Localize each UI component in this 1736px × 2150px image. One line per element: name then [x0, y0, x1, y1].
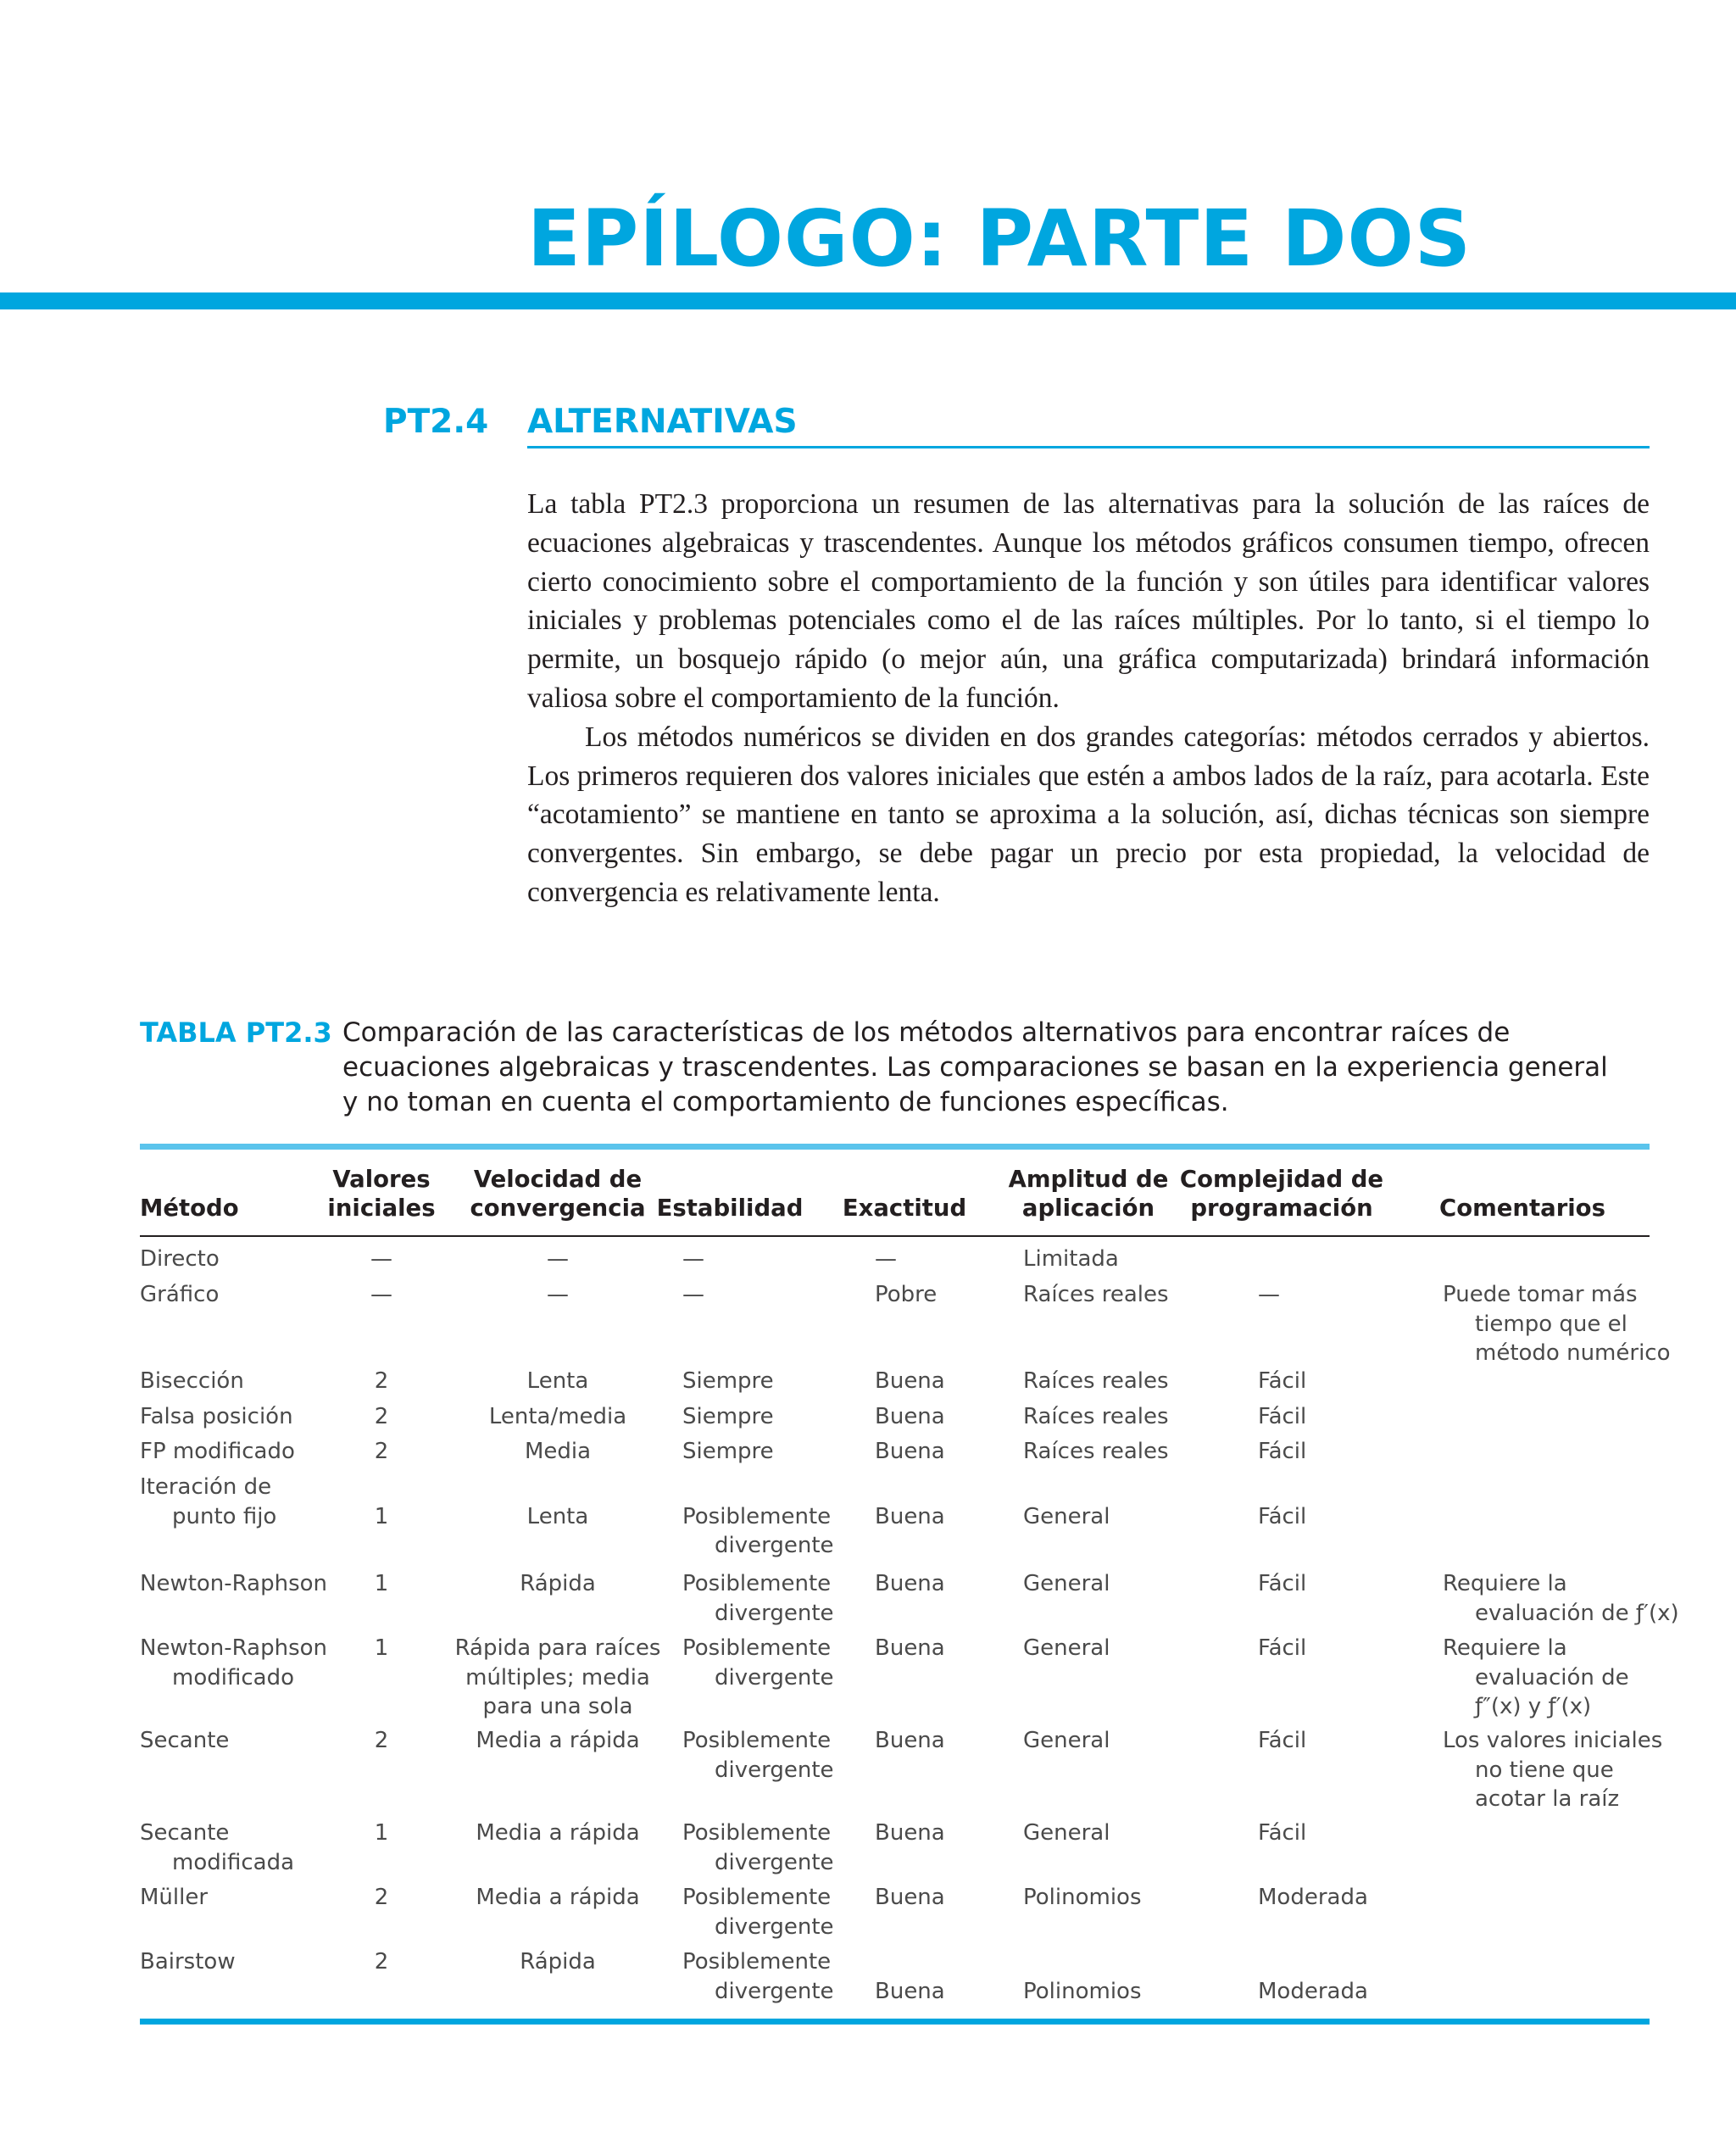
table-cell-valores: —: [370, 1246, 392, 1272]
table-cell-metodo: Iteración de punto fijo: [140, 1474, 277, 1529]
table-cell-metodo: Falsa posición: [140, 1404, 293, 1429]
table-cell-estabilidad: Posiblemente divergente: [682, 1820, 834, 1875]
table-cell-estabilidad: Posiblemente divergente: [682, 1635, 834, 1690]
table-cell-complejidad: Fácil: [1258, 1728, 1307, 1753]
title-rule: [0, 292, 1736, 309]
table-cell-velocidad: Rápida: [520, 1571, 596, 1596]
table-cell-exactitud: Buena: [875, 1503, 945, 1529]
table-cell-valores: 2: [374, 1728, 389, 1753]
table-cell-metodo: Newton-Raphson: [140, 1571, 328, 1596]
table-cell-velocidad: Media a rápida: [476, 1820, 640, 1846]
table-cell-valores: 1: [374, 1820, 389, 1846]
table-cell-estabilidad: Siempre: [682, 1404, 774, 1429]
page-title: EPÍLOGO: PARTE DOS: [527, 193, 1472, 284]
table-cell-valores: 2: [374, 1949, 389, 1975]
table-cell-complejidad: Fácil: [1258, 1571, 1307, 1596]
table-cell-estabilidad: Siempre: [682, 1439, 774, 1464]
table-cell-valores: 1: [374, 1635, 389, 1661]
table-cell-velocidad: Rápida: [520, 1949, 596, 1975]
table-bottom-rule: [140, 2019, 1650, 2025]
table-cell-velocidad: Lenta: [526, 1368, 589, 1394]
table-cell-exactitud: Buena: [875, 1404, 945, 1429]
table-cell-amplitud: General: [1023, 1635, 1110, 1661]
table-caption: Comparación de las características de los métodos alternativos para encontrar raíces de ecuaciones algebraicas y trascendentes. Las comparaciones se basan en la experiencia general y no toman en cuenta el comportamiento de funciones específicas.: [342, 1017, 1608, 1117]
table-cell-amplitud: Raíces reales: [1023, 1282, 1169, 1307]
table-header-velocidad: Velocidad de convergencia: [470, 1166, 646, 1222]
table-cell-estabilidad: Siempre: [682, 1368, 774, 1394]
table-cell-complejidad: Fácil: [1258, 1439, 1307, 1464]
table-cell-metodo: Bisección: [140, 1368, 244, 1394]
table-cell-velocidad: Media: [524, 1439, 592, 1464]
table-cell-valores: 2: [374, 1404, 389, 1429]
table-cell-estabilidad: Posiblemente divergente: [682, 1728, 834, 1783]
table-cell-exactitud: Buena: [875, 1820, 945, 1846]
table-cell-complejidad: Fácil: [1258, 1820, 1307, 1846]
table-cell-complejidad: Fácil: [1258, 1368, 1307, 1394]
table-cell-valores: 2: [374, 1439, 389, 1464]
table-cell-exactitud: Buena: [875, 1978, 945, 2004]
table-cell-estabilidad: Posiblemente divergente: [682, 1571, 834, 1626]
table-cell-exactitud: Buena: [875, 1885, 945, 1910]
table-cell-velocidad: —: [547, 1282, 569, 1307]
table-cell-amplitud: Raíces reales: [1023, 1368, 1169, 1394]
table-cell-complejidad: Moderada: [1258, 1978, 1368, 2004]
table-header-comentarios: Comentarios: [1439, 1195, 1605, 1222]
table-cell-exactitud: Buena: [875, 1439, 945, 1464]
table-cell-amplitud: Polinomios: [1023, 1885, 1142, 1910]
table-cell-complejidad: Fácil: [1258, 1635, 1307, 1661]
table-header-valores: Valores iniciales: [327, 1166, 436, 1222]
table-header-metodo: Método: [140, 1195, 239, 1222]
table-cell-metodo: Secante: [140, 1728, 230, 1753]
body-text: [527, 485, 1650, 912]
table-cell-exactitud: —: [875, 1246, 897, 1272]
table-top-rule: [140, 1144, 1650, 1150]
table-cell-metodo: Newton-Raphson modificado: [140, 1635, 328, 1690]
table-cell-exactitud: Pobre: [875, 1282, 938, 1307]
table-cell-amplitud: General: [1023, 1820, 1110, 1846]
table-cell-metodo: Secante modificada: [140, 1820, 295, 1875]
table-cell-valores: 2: [374, 1368, 389, 1394]
table-cell-amplitud: Raíces reales: [1023, 1439, 1169, 1464]
table-header-amplitud: Amplitud de aplicación: [1008, 1166, 1169, 1222]
table-cell-estabilidad: —: [682, 1282, 704, 1307]
section-title: ALTERNATIVAS: [527, 403, 798, 441]
table-cell-exactitud: Buena: [875, 1368, 945, 1394]
paragraph-1: La tabla PT2.3 proporciona un resumen de las alternativas para la solución de las raíces de ecuaciones algebraicas y trascendentes. Aunque los métodos gráficos consumen tiempo, ofrecen cierto conocimiento sobre el comportamiento de la función y son útiles para identificar valores iniciales y problemas potenciales como el de las raíces múltiples. Por lo tanto, si el tiempo lo permite, un bosquejo rápido (o mejor aún, una gráfica computarizada) brindará información valiosa sobre el comportamiento de la función.: [527, 488, 1650, 714]
table-cell-comentarios: Puede tomar más tiempo que el método numérico: [1443, 1282, 1671, 1366]
table-cell-complejidad: —: [1258, 1282, 1280, 1307]
paragraph-2: Los métodos numéricos se dividen en dos grandes categorías: métodos cerrados y abiertos. Los primeros requieren dos valores iniciales que estén a ambos lados de la raíz, para acotarla. Este “acotamiento” se mantiene en tanto se aproxima a la solución, así, dichas técnicas son siempre convergentes. Sin embargo, se debe pagar un precio por esta propiedad, la velocidad de convergencia es relativamente lenta.: [527, 721, 1650, 908]
table-cell-exactitud: Buena: [875, 1728, 945, 1753]
table-cell-amplitud: General: [1023, 1571, 1110, 1596]
table-header-exactitud: Exactitud: [842, 1195, 967, 1222]
table-cell-metodo: Directo: [140, 1246, 220, 1272]
table-cell-complejidad: Fácil: [1258, 1503, 1307, 1529]
section-number: PT2.4: [383, 403, 489, 441]
section-rule: [527, 446, 1650, 448]
table-cell-metodo: FP modificado: [140, 1439, 295, 1464]
table-cell-valores: 1: [374, 1503, 389, 1529]
table-cell-valores: 1: [374, 1571, 389, 1596]
table-cell-valores: 2: [374, 1885, 389, 1910]
table-cell-metodo: Bairstow: [140, 1949, 236, 1975]
table-cell-velocidad: Media a rápida: [476, 1885, 640, 1910]
table-cell-velocidad: Lenta: [526, 1503, 589, 1529]
table-cell-valores: —: [370, 1282, 392, 1307]
table-cell-velocidad: Media a rápida: [476, 1728, 640, 1753]
table-cell-exactitud: Buena: [875, 1635, 945, 1661]
table-label: TABLA PT2.3: [140, 1017, 332, 1049]
table-header-rule: [140, 1235, 1650, 1237]
table-cell-complejidad: Fácil: [1258, 1404, 1307, 1429]
table-cell-amplitud: General: [1023, 1503, 1110, 1529]
table-cell-amplitud: General: [1023, 1728, 1110, 1753]
table-cell-metodo: Gráfico: [140, 1282, 220, 1307]
table-header-complejidad: Complejidad de programación: [1179, 1166, 1384, 1222]
table-cell-complejidad: Moderada: [1258, 1885, 1368, 1910]
table-header-estabilidad: Estabilidad: [656, 1195, 804, 1222]
table-cell-estabilidad: Posiblemente divergente: [682, 1949, 834, 2004]
table-cell-estabilidad: Posiblemente divergente: [682, 1503, 834, 1558]
table-cell-amplitud: Polinomios: [1023, 1978, 1142, 2004]
table-cell-amplitud: Limitada: [1023, 1246, 1119, 1272]
table-cell-comentarios: Requiere la evaluación de ƒ″(x) y ƒ′(x): [1443, 1635, 1629, 1719]
table-cell-velocidad: Lenta/media: [488, 1404, 627, 1429]
table-cell-metodo: Müller: [140, 1885, 209, 1910]
table-cell-estabilidad: Posiblemente divergente: [682, 1885, 834, 1940]
table-cell-amplitud: Raíces reales: [1023, 1404, 1169, 1429]
table-cell-exactitud: Buena: [875, 1571, 945, 1596]
table-cell-velocidad: Rápida para raíces múltiples; media para una sola: [454, 1635, 661, 1719]
table-cell-comentarios: Los valores iniciales no tiene que acotar la raíz: [1443, 1728, 1663, 1812]
table-cell-estabilidad: —: [682, 1246, 704, 1272]
table-cell-velocidad: —: [547, 1246, 569, 1272]
table-cell-comentarios: Requiere la evaluación de ƒ′(x): [1443, 1571, 1679, 1626]
